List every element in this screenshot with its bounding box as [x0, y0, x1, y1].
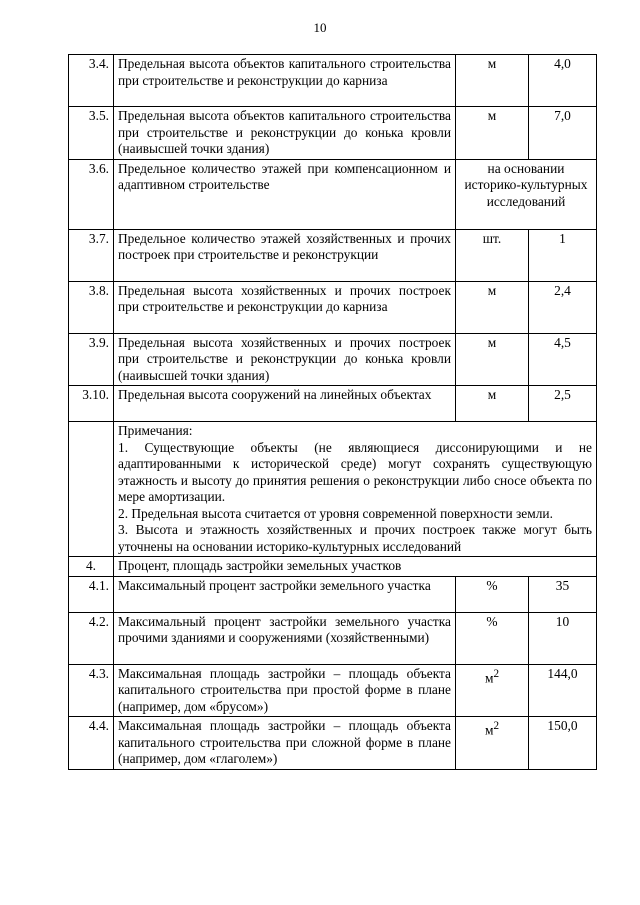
row-value: 35	[529, 576, 597, 612]
row-value: 150,0	[529, 717, 597, 770]
row-number: 4.1.	[69, 576, 114, 612]
notes-row	[69, 422, 597, 557]
row-unit: %	[456, 576, 529, 612]
table-row	[69, 55, 597, 107]
notes-cell	[114, 422, 597, 557]
row-unit: м	[456, 386, 529, 422]
row-value: 2,4	[529, 281, 597, 333]
row-number: 3.4.	[69, 55, 114, 107]
row-number: 3.6.	[69, 159, 114, 229]
table-row	[69, 386, 597, 422]
row-number: 4.3.	[69, 664, 114, 717]
note-item: 3. Высота и этажность хозяйственных и прочих построек также могут быть уточнены на основании историко-культурных исследований	[118, 522, 592, 554]
row-unit-value: на основании историко-культурных исследований	[456, 159, 597, 229]
table-row	[69, 229, 597, 281]
table-row	[69, 664, 597, 717]
table-row	[69, 717, 597, 770]
row-description: Предельная высота сооружений на линейных объектах	[114, 386, 456, 422]
row-unit: шт.	[456, 229, 529, 281]
row-value: 4,5	[529, 333, 597, 386]
section-number: 4.	[69, 557, 114, 577]
notes-title: Примечания:	[118, 423, 193, 438]
row-unit	[456, 664, 529, 717]
row-description: Предельная высота хозяйственных и прочих построек при строительстве и реконструкции до карниза	[114, 281, 456, 333]
row-description: Предельное количество этажей хозяйственных и прочих построек при строительстве и реконструкции	[114, 229, 456, 281]
row-unit: %	[456, 612, 529, 664]
row-unit: м	[456, 55, 529, 107]
row-number: 3.7.	[69, 229, 114, 281]
row-unit: м	[456, 107, 529, 160]
note-item: 2. Предельная высота считается от уровня современной поверхности земли.	[118, 505, 553, 521]
unit-superscript: 2	[493, 667, 500, 680]
row-description: Максимальный процент застройки земельного участка прочими зданиями и сооружениями (хозяйственными)	[114, 612, 456, 664]
row-value: 10	[529, 612, 597, 664]
row-value: 1	[529, 229, 597, 281]
row-value: 144,0	[529, 664, 597, 717]
row-value: 7,0	[529, 107, 597, 160]
table-row	[69, 612, 597, 664]
table-row	[69, 333, 597, 386]
table-row	[69, 107, 597, 160]
row-number: 4.4.	[69, 717, 114, 770]
row-description: Максимальная площадь застройки – площадь объекта капитального строительства при сложной форме в плане (например, дом «глаголем»)	[114, 717, 456, 770]
regulations-table	[68, 54, 597, 770]
row-description: Максимальная площадь застройки – площадь объекта капитального строительства при простой форме в плане (например, дом «брусом»)	[114, 664, 456, 717]
row-unit	[456, 717, 529, 770]
unit-text: м	[484, 722, 494, 738]
row-value: 2,5	[529, 386, 597, 422]
page-number: 10	[313, 20, 327, 35]
note-item: 1. Существующие объекты (не являющиеся диссонирующими и не адаптированными к исторической среде) могут сохранять существующую этажность и высоту до принятия решения о реконструкции либо сносе объекта по мере амортизации.	[118, 439, 592, 504]
table-row	[69, 576, 597, 612]
row-description: Предельная высота хозяйственных и прочих построек при строительстве и реконструкции до конька кровли (наивысшей точки здания)	[114, 333, 456, 386]
section-title: Процент, площадь застройки земельных участков	[114, 557, 597, 577]
row-description: Максимальный процент застройки земельного участка	[114, 576, 456, 612]
table-row	[69, 281, 597, 333]
unit-text: м	[484, 669, 494, 685]
unit-superscript: 2	[493, 720, 500, 732]
row-unit: м	[456, 281, 529, 333]
row-number: 3.8.	[69, 281, 114, 333]
row-number: 3.5.	[69, 107, 114, 160]
row-number: 3.10.	[69, 386, 114, 422]
row-description: Предельное количество этажей при компенсационном и адаптивном строительстве	[114, 159, 456, 229]
notes-number-cell	[69, 422, 114, 557]
table-row	[69, 159, 597, 229]
row-number: 3.9.	[69, 333, 114, 386]
row-number: 4.2.	[69, 612, 114, 664]
row-description: Предельная высота объектов капитального строительства при строительстве и реконструкции до конька кровли (наивысшей точки здания)	[114, 107, 456, 160]
section-row	[69, 557, 597, 577]
row-description: Предельная высота объектов капитального строительства при строительстве и реконструкции до карниза	[114, 55, 456, 107]
row-value: 4,0	[529, 55, 597, 107]
row-unit: м	[456, 333, 529, 386]
